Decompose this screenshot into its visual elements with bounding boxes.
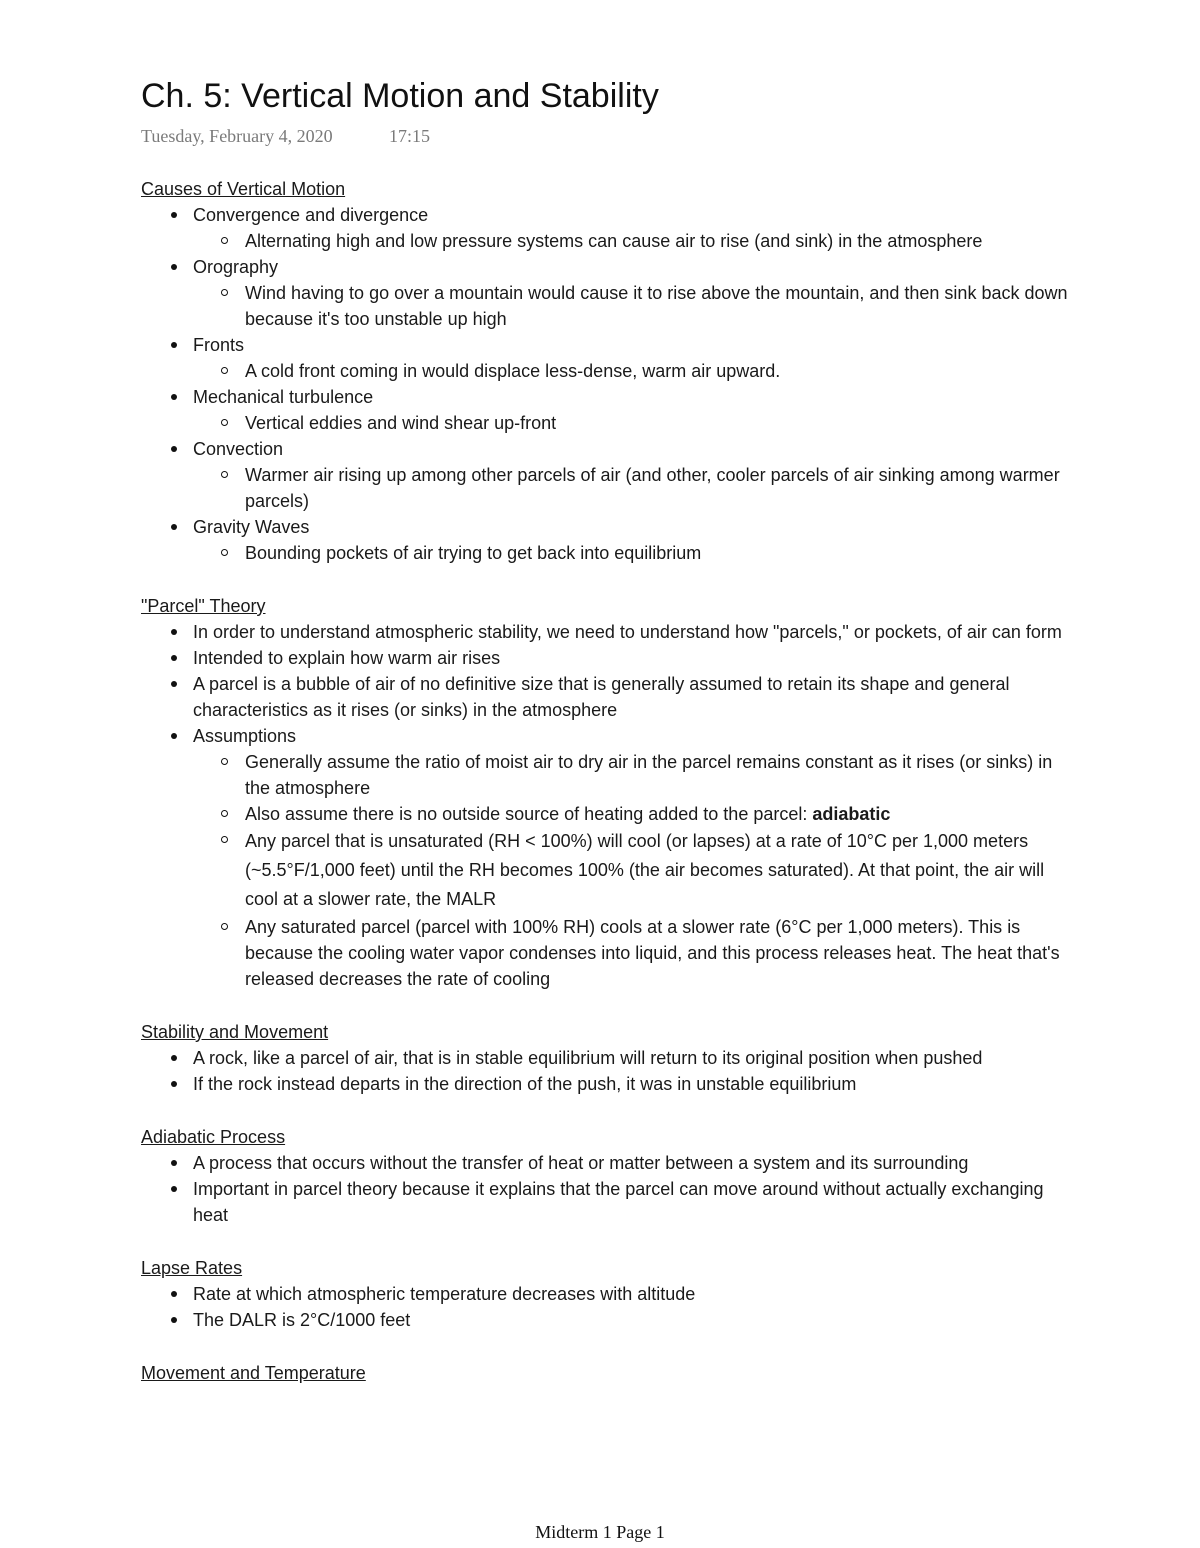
section-causes [141, 176, 1071, 566]
sub-list-item-text: Also assume there is no outside source of heating added to the parcel: [245, 804, 813, 824]
list-item: Convection [141, 436, 1071, 462]
sub-list-item: Bounding pockets of air trying to get back into equilibrium [141, 540, 1071, 566]
list-item: If the rock instead departs in the direction of the push, it was in unstable equilibrium [141, 1071, 1071, 1097]
bullet-list [141, 619, 1071, 992]
list-item: The DALR is 2°C/1000 feet [141, 1307, 1071, 1333]
sub-list-item: Any saturated parcel (parcel with 100% RH) cools at a slower rate (6°C per 1,000 meters). This is because the cooling water vapor condenses into liquid, and this process releases heat. The heat that's released decreases the rate of cooling [141, 914, 1071, 992]
bullet-list [141, 1150, 1071, 1228]
section-heading: Stability and Movement [141, 1022, 329, 1042]
note-date: Tuesday, February 4, 2020 [141, 126, 333, 146]
list-item: A process that occurs without the transfer of heat or matter between a system and its surrounding [141, 1150, 1071, 1176]
list-item: In order to understand atmospheric stability, we need to understand how "parcels," or pockets, of air can form [141, 619, 1071, 645]
bullet-list [141, 1281, 1071, 1333]
bullet-list [141, 1045, 1071, 1097]
list-item: A rock, like a parcel of air, that is in stable equilibrium will return to its original position when pushed [141, 1045, 1071, 1071]
section-parcel-theory [141, 593, 1071, 992]
sub-list-item: Generally assume the ratio of moist air to dry air in the parcel remains constant as it rises (or sinks) in the atmosphere [141, 749, 1071, 801]
sub-list-item [141, 801, 1071, 827]
section-adiabatic [141, 1124, 1071, 1228]
section-stability [141, 1019, 1071, 1097]
sub-list-item: Any parcel that is unsaturated (RH < 100%) will cool (or lapses) at a rate of 10°C per 1,000 meters (~5.5°F/1,000 feet) until the RH becomes 100% (the air becomes saturated). At that point, the air will cool at a slower rate, the MALR [141, 827, 1071, 914]
bullet-list [141, 202, 1071, 566]
list-item: Orography [141, 254, 1071, 280]
page-title: Ch. 5: Vertical Motion and Stability [141, 77, 659, 115]
sub-list-item: A cold front coming in would displace less-dense, warm air upward. [141, 358, 1071, 384]
list-item: Gravity Waves [141, 514, 1071, 540]
sub-list-item: Wind having to go over a mountain would cause it to rise above the mountain, and then sink back down because it's too unstable up high [141, 280, 1071, 332]
list-item: Convergence and divergence [141, 202, 1071, 228]
section-heading: "Parcel" Theory [141, 596, 266, 616]
note-timestamp [141, 126, 431, 147]
list-item: A parcel is a bubble of air of no definitive size that is generally assumed to retain its shape and general characteristics as it rises (or sinks) in the atmosphere [141, 671, 1071, 723]
bold-term: adiabatic [812, 804, 891, 824]
list-item: Rate at which atmospheric temperature decreases with altitude [141, 1281, 1071, 1307]
list-item: Assumptions [141, 723, 1071, 749]
section-lapse-rates [141, 1255, 1071, 1333]
list-item: Intended to explain how warm air rises [141, 645, 1071, 671]
list-item: Fronts [141, 332, 1071, 358]
section-heading: Movement and Temperature [141, 1363, 366, 1383]
note-body [141, 176, 1071, 1413]
sub-list-item: Alternating high and low pressure systems can cause air to rise (and sink) in the atmosphere [141, 228, 1071, 254]
list-item: Mechanical turbulence [141, 384, 1071, 410]
note-time: 17:15 [389, 126, 431, 146]
sub-list-item: Vertical eddies and wind shear up-front [141, 410, 1071, 436]
section-heading: Lapse Rates [141, 1258, 243, 1278]
list-item: Important in parcel theory because it explains that the parcel can move around without actually exchanging heat [141, 1176, 1071, 1228]
page-footer: Midterm 1 Page 1 [535, 1522, 665, 1542]
section-heading: Causes of Vertical Motion [141, 179, 346, 199]
section-heading: Adiabatic Process [141, 1127, 286, 1147]
sub-list-item: Warmer air rising up among other parcels of air (and other, cooler parcels of air sinking among warmer parcels) [141, 462, 1071, 514]
section-movement [141, 1360, 1071, 1386]
